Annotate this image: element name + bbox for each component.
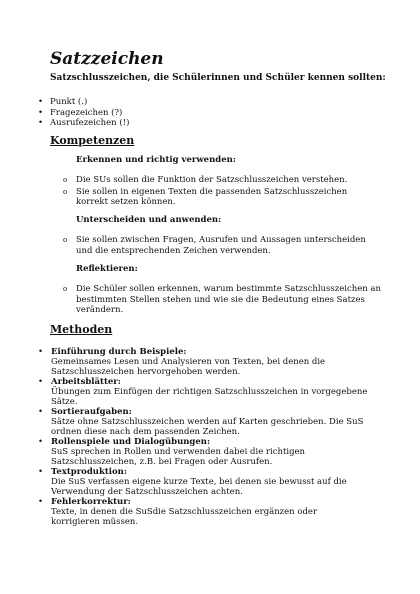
list-item: o Sie sollen in eigenen Texten die passenden Satzschlusszeichen korrekt setzen können. [63,187,381,208]
list-item: o Die Schüler sollen erkennen, warum bestimmte Satzschlusszeichen an bestimmten Stellen stehen und wie sie die Bedeutung eines Satzes verändern. [63,284,381,316]
method-item [38,377,368,407]
kompetenz-list-unterscheiden [63,235,381,257]
method-item [38,437,368,467]
method-item [38,497,368,527]
method-label: • Einführung durch Beispiele: [51,347,187,357]
method-text: Sätze ohne Satzschlusszeichen werden auf Karten geschrieben. Die SuS ordnen diese nach dem passenden Zeichen. [51,417,364,437]
list-item: o Die SUs sollen die Funktion der Satzschlusszeichen verstehen. [63,175,381,186]
list-item: o Sie sollen zwischen Fragen, Ausrufen und Aussagen unterscheiden und die entsprechenden Zeichen verwenden. [63,235,381,256]
list-item: • Ausrufezeichen (!) [38,118,129,129]
method-text: Gemeinsames Lesen und Analysieren von Texten, bei denen die Satzschlusszeichen hervorgehoben werden. [51,357,326,377]
methods-list [38,347,368,527]
method-item [38,347,368,377]
section-heading-methoden: Methoden [50,323,113,336]
method-label: • Sortieraufgaben: [51,407,132,417]
subheading-reflektieren: Reflektieren: [76,264,138,274]
punctuation-list [38,97,129,129]
method-label: • Rollenspiele und Dialogübungen: [51,437,211,447]
method-label: • Fehlerkorrektur: [51,497,131,507]
page-title: Satzzeichen [50,49,164,69]
kompetenz-list-reflektieren [63,284,381,317]
kompetenz-list-erkennen [63,175,381,209]
method-label: • Textproduktion: [51,467,127,477]
section-heading-kompetenzen: Kompetenzen [50,134,135,147]
method-item [38,467,368,497]
method-label: • Arbeitsblätter: [51,377,121,387]
method-text: Übungen zum Einfügen der richtigen Satzschlusszeichen in vorgegebene Sätze. [51,387,368,407]
list-item: • Fragezeichen (?) [38,108,129,119]
subheading-unterscheiden: Unterscheiden und anwenden: [76,215,222,225]
method-text: SuS sprechen in Rollen und verwenden dabei die richtigen Satzschlusszeichen, z.B. bei Fragen oder Ausrufen. [51,447,306,467]
method-item [38,407,368,437]
lead-text: Satzschlusszeichen, die Schülerinnen und Schüler kennen sollten: [50,73,386,83]
subheading-erkennen: Erkennen und richtig verwenden: [76,155,236,165]
list-item: • Punkt (.) [38,97,129,108]
method-text: Texte, in denen die SuSdie Satzschlusszeichen ergänzen oder korrigieren müssen. [51,507,318,527]
method-text: Die SuS verfassen eigene kurze Texte, bei denen sie bewusst auf die Verwendung der Satzschlusszeichen achten. [51,477,347,497]
